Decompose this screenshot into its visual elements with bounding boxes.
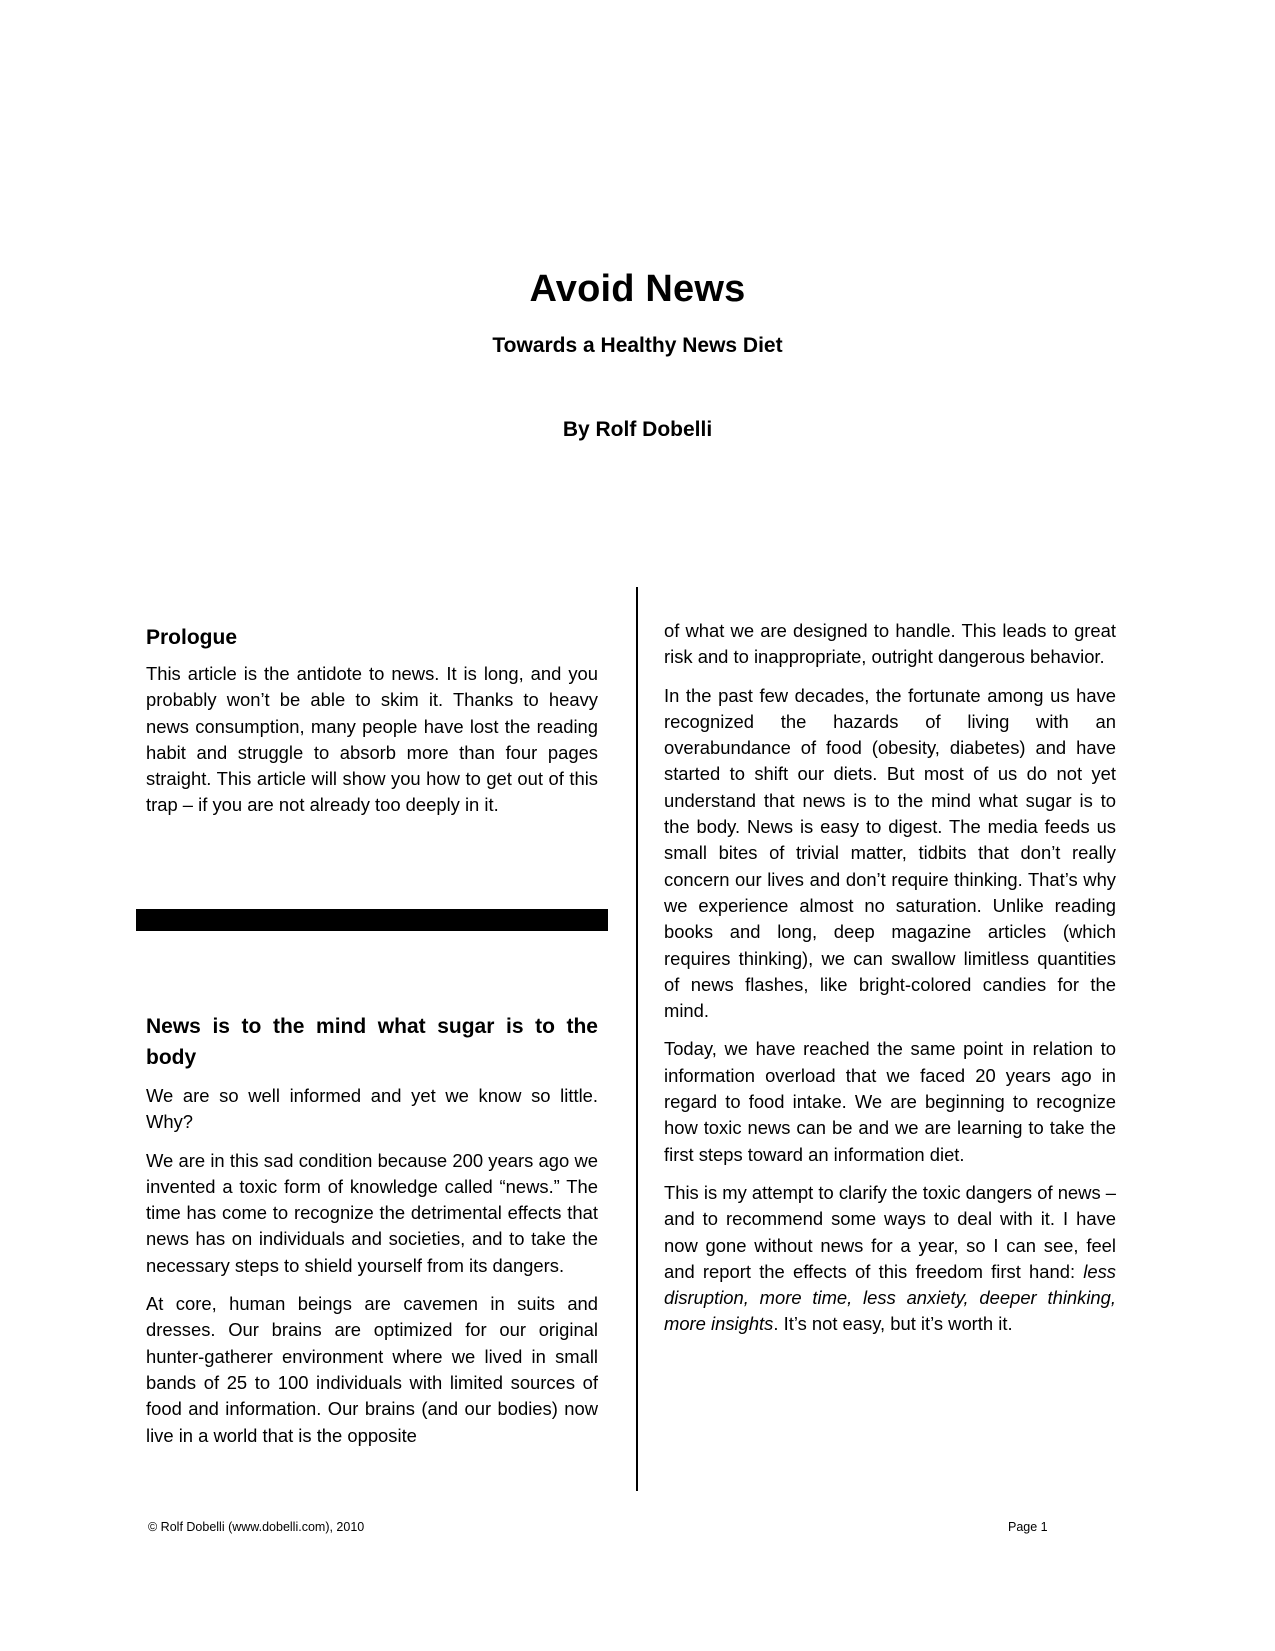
left-column-lower [146, 1083, 598, 1461]
section-heading: News is to the mind what sugar is to the body [146, 1015, 598, 1069]
paragraph: In the past few decades, the fortunate among us have recognized the hazards of living with an overabundance of food (obesity, diabetes) and have started to shift our diets. But most of us do not yet understand that news is to the mind what sugar is to the body. News is easy to digest. The media feeds us small bites of trivial matter, tidbits that don’t really concern our lives and don’t require thinking. That’s why we experience almost no saturation. Unlike reading books and long, deep magazine articles (which requires thinking), we can swallow limitless quantities of news flashes, like bright-colored candies for the mind. [664, 684, 1116, 1022]
italic-benefits: less disruption, more time, less anxiety, deeper thinking, more insights [664, 1260, 1116, 1335]
text-run: . It’s not easy, but it’s worth it. [773, 1313, 1013, 1335]
closing-paragraph [664, 1180, 1116, 1338]
document-subtitle: Towards a Healthy News Diet [492, 334, 783, 357]
paragraph: of what we are designed to handle. This leads to great risk and to inappropriate, outright dangerous behavior. [664, 620, 1116, 668]
document-author: By Rolf Dobelli [562, 418, 713, 441]
footer-copyright: © Rolf Dobelli (www.dobelli.com), 2010 [148, 1520, 365, 1534]
prologue-paragraph: This article is the antidote to news. It is long, and you probably won’t be able to skim it. Thanks to heavy news consumption, many people have lost the reading habit and struggle to absorb more than four pages straight. This article will show you how to get out of this trap – if you are not already too deeply in it. [146, 663, 598, 816]
paragraph: Today, we have reached the same point in relation to information overload that we faced 20 years ago in regard to food intake. We are beginning to recognize how toxic news can be and we are learning to take the first steps toward an information diet. [664, 1038, 1116, 1165]
footer-page-number: Page 1 [1008, 1520, 1048, 1534]
paragraph: We are so well informed and yet we know so little. Why? [146, 1085, 598, 1133]
paragraph: We are in this sad condition because 200 years ago we invented a toxic form of knowledge called “news.” The time has come to recognize the detrimental effects that news has on individuals and societies, and to take the necessary steps to shield yourself from its dangers. [146, 1149, 598, 1276]
document-title: Avoid News [529, 268, 746, 310]
left-column-upper [146, 622, 598, 831]
section-separator-bar [136, 909, 608, 931]
right-column [664, 618, 1116, 1350]
prologue-heading: Prologue [146, 626, 238, 649]
paragraph: At core, human beings are cavemen in suits and dresses. Our brains are optimized for our original hunter-gatherer environment where we lived in small bands of 25 to 100 individuals with limited sources of food and information. Our brains (and our bodies) now live in a world that is the opposite [146, 1293, 598, 1446]
section-heading-block [146, 1011, 598, 1081]
text-run: This is my attempt to clarify the toxic dangers of news – and to recommend some ways to deal with it. I have now gone without news for a year, so I can see, feel and report the effects of this freedom first hand: [664, 1181, 1116, 1282]
column-divider [636, 587, 638, 1491]
